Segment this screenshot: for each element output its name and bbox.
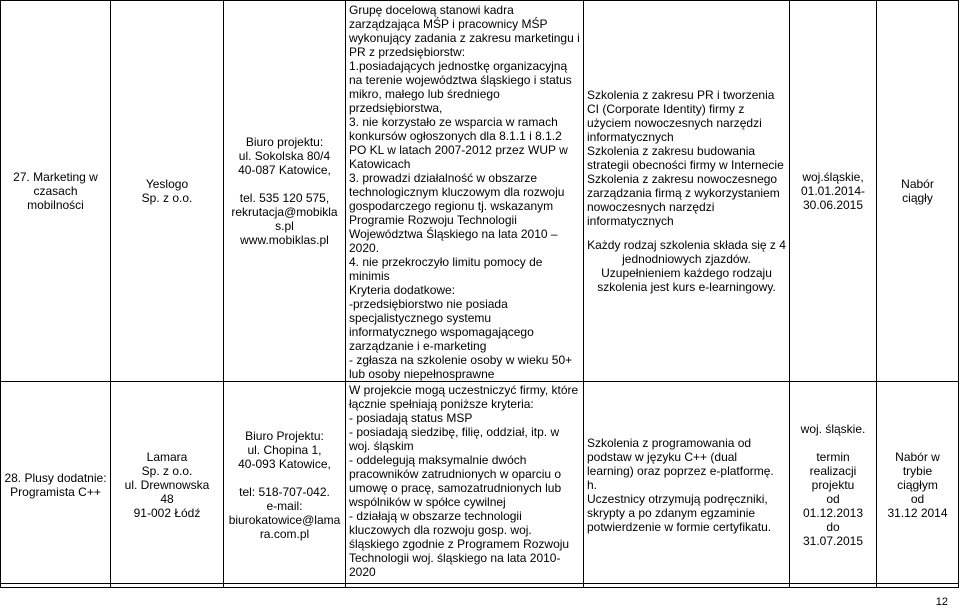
recruitment-cell: [877, 382, 959, 588]
footer-divider: [0, 583, 958, 584]
recruitment-mode: Nabór ciągły: [901, 177, 934, 205]
company-cell: [111, 382, 224, 588]
contact-cell: [224, 382, 346, 588]
region-dates-cell: [790, 382, 877, 588]
recruitment-mode: Nabór w trybie ciągłym od 31.12 2014: [887, 449, 948, 520]
company-name: Yeslogo Sp. z o.o.: [141, 177, 193, 205]
region-dates: woj.śląskie, 01.01.2014- 30.06.2015: [800, 170, 866, 212]
training-scope-text: Szkolenia z zakresu PR i tworzenia CI (Corporate Identity) firmy z użyciem nowoczesnych narzędzi informatycznych Szkolenia z zakresu budowania strategii obecności firmy w Internecie Szkolenia z zakresu nowoczesnego zarządzania firmą z wykorzystaniem nowoczesnych narzędzi informatycznych: [587, 88, 784, 228]
page-number: 12: [935, 596, 948, 608]
project-title: 28. Plusy dodatnie: Programista C++: [4, 470, 107, 499]
region-dates-cell: [790, 1, 877, 382]
recruitment-cell: [877, 1, 959, 382]
project-title: 27. Marketing w czasach mobilności: [13, 170, 98, 212]
project-title-cell: [1, 382, 111, 588]
training-scope-cell: [584, 1, 790, 382]
table-row: [1, 382, 959, 588]
project-title-cell: [1, 1, 111, 382]
company-cell: [111, 1, 224, 382]
target-group-text: W projekcie mogą uczestniczyć firmy, które łącznie spełniają poniższe kryteria: - posiadają status MSP - posiadają siedzibę, filię, oddział, itp. w woj. śląskim - oddelegują maksymalnie dwóch pracowników zatrudnionych w oparciu o umowę o pracę, samozatrudnionych lub wspólników w spółce cywilnej - działają w obszarze technologii kluczowych dla rozwoju gosp. woj. śląskiego zgodnie z Programem Rozwoju Technologii woj. śląskiego na lata 2010-2020: [349, 383, 579, 579]
table-row: [1, 1, 959, 382]
contact-info: Biuro Projektu: ul. Chopina 1, 40-093 Katowice, tel: 518-707-042. e-mail: biurokatowice@lamara.com.pl: [228, 428, 341, 541]
training-format-text: Każdy rodzaj szkolenia składa się z 4 jednodniowych zjazdów. Uzupełnieniem każdego rodzaju szkolenia jest kurs e-learningowy.: [587, 238, 786, 294]
company-name: Lamara Sp. z o.o. ul. Drewnowska 48 91-002 Łódź: [124, 449, 210, 520]
target-group-cell: [346, 1, 584, 382]
region-dates: woj. śląskie. termin realizacji projektu od 01.12.2013 do 31.07.2015: [800, 421, 866, 548]
training-scope-cell: [584, 382, 790, 588]
target-group-text: Grupę docelową stanowi kadra zarządzająca MŚP i pracownicy MŚP wykonujący zadania z zakresu marketingu i PR z przedsiębiorstw: 1.posiadających jednostkę organizacyjną na terenie województwa śląskiego i status mikro, małego lub średniego przedsiębiorstwa, 3. nie korzystało ze wsparcia w ramach konkursów ogłoszonych dla 8.1.1 i 8.1.2 PO KL w latach 2007-2012 przez WUP w Katowicach 3. prowadzi działalność w obszarze technologicznym kluczowym dla rozwoju gospodarczego regionu tj. wskazanym Programie Rozwoju Technologii Województwa Śląskiego na lata 2010 – 2020. 4. nie przekroczyło limitu pomocy de minimis Kryteria dodatkowe: -przedsiębiorstwo nie posiada specjalistycznego systemu informatycznego wspomagającego zarządzanie i e-marketing - zgłasza na szkolenie osoby w wieku 50+ lub osoby niepełnosprawne: [349, 3, 580, 381]
target-group-cell: [346, 382, 584, 588]
contact-cell: [224, 1, 346, 382]
contact-info: Biuro projektu: ul. Sokolska 80/4 40-087 Katowice, tel. 535 120 575, rekrutacja@mobiklas.pl www.mobiklas.pl: [231, 135, 338, 247]
training-scope-text: Szkolenia z programowania od podstaw w języku C++ (dual learning) oraz poprzez e-platformę. h. Uczestnicy otrzymują podręczniki, skrypty a po zdanym egzaminie potwierdzenie w formie certyfikatu.: [587, 435, 774, 534]
